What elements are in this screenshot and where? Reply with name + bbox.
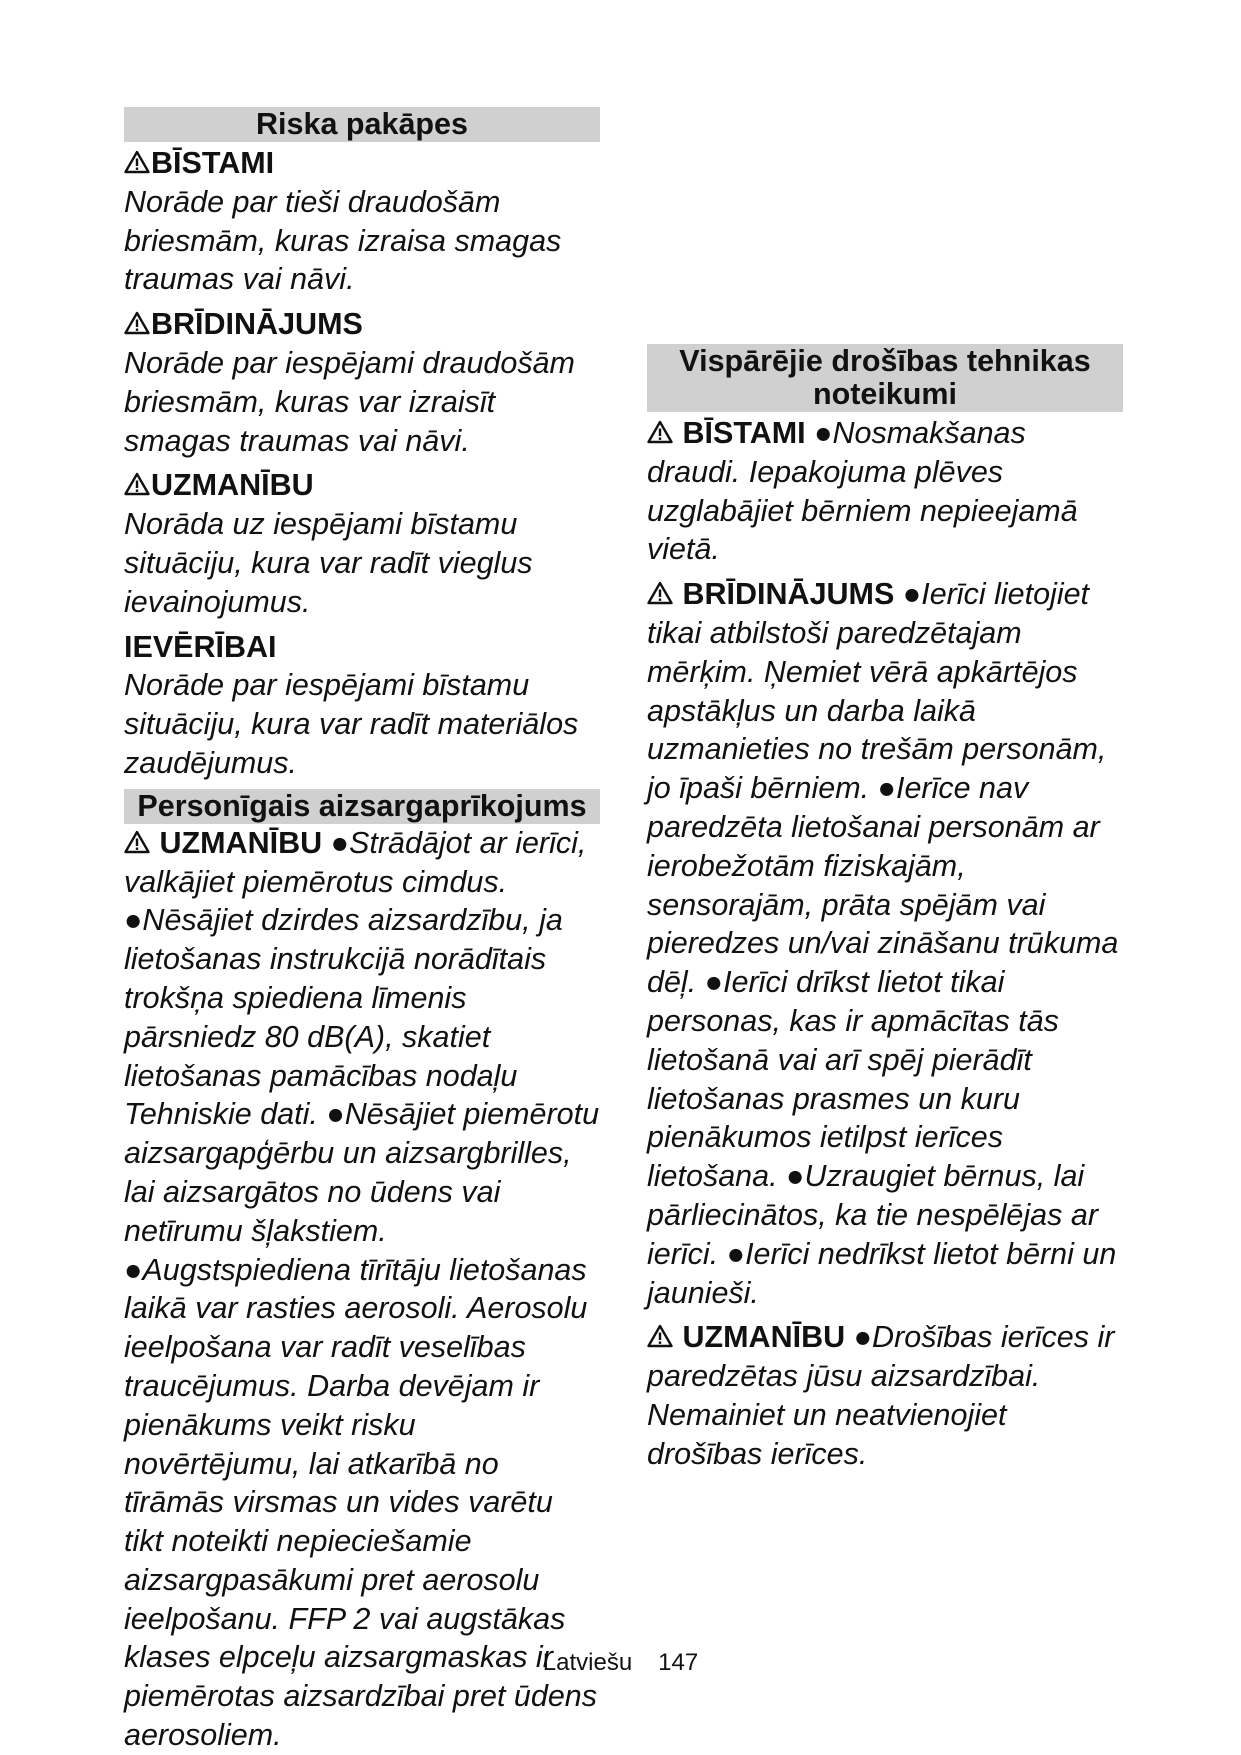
level-description: Norāde par iespējami draudošām briesmām, kuras var izraisīt smagas traumas vai nāvi. xyxy=(124,345,575,458)
rule-text: ●Nosmakšanas draudi. Iepakojuma plēves uzglabājiet bērniem nepieejamā vietā. xyxy=(647,416,1078,567)
rule-danger xyxy=(647,414,1123,569)
signal-word-danger xyxy=(647,416,806,450)
signal-word-label: BĪSTAMI xyxy=(151,146,275,180)
left-column xyxy=(124,107,600,1755)
level-description: Norāde par iespējami bīstamu situāciju, kura var radīt materiālos zaudējumus. xyxy=(124,668,579,780)
signal-word-caution xyxy=(124,466,600,505)
rule-text: ●Drošības ierīces ir paredzētas jūsu aizsardzībai. Nemainiet un neatvienojiet drošības ierīces. xyxy=(647,1320,1115,1471)
signal-word-caution xyxy=(124,826,322,860)
level-description: Norāda uz iespējami bīstamu situāciju, kura var radīt vieglus ievainojumus. xyxy=(124,507,533,619)
warning-triangle-icon xyxy=(124,830,150,854)
signal-word-label: UZMANĪBU xyxy=(682,1320,846,1355)
signal-word-label: UZMANĪBU xyxy=(151,468,314,503)
warning-triangle-icon xyxy=(124,150,150,174)
signal-word-warning xyxy=(647,577,894,611)
footer-language: Latviešu xyxy=(542,1649,633,1676)
signal-word-label: BĪSTAMI xyxy=(682,416,806,450)
warning-triangle-icon xyxy=(124,311,150,335)
signal-word-warning xyxy=(124,305,600,344)
right-column-content xyxy=(647,344,1123,1474)
ppe-paragraph xyxy=(124,824,600,1755)
warning-triangle-icon xyxy=(124,472,150,496)
section-heading-ppe: Personīgais aizsargaprīkojums xyxy=(124,789,600,824)
signal-word-label: BRĪDINĀJUMS xyxy=(682,577,895,612)
signal-word-danger xyxy=(124,144,600,183)
rule-caution xyxy=(647,1318,1123,1473)
warning-triangle-icon xyxy=(647,420,673,444)
signal-word-notice: IEVĒRĪBAI xyxy=(124,629,277,664)
level-description: Norāde par tieši draudošām briesmām, kuras izraisa smagas traumas vai nāvi. xyxy=(124,184,562,297)
ppe-text: ●Strādājot ar ierīci, valkājiet piemērotus cimdus. ●Nēsājiet dzirdes aizsardzību, ja lietošanas instrukcijā norādītais trokšņa spiediena līmenis pārsniedz 80 dB(A), skatiet lietošanas pamācības nodaļu Tehniskie dati. ●Nēsājiet piemērotu aizsargapģērbu un aizsargbrilles, lai aizsargātos no ūdens vai netīrumu šļakstiem. ●Augstspiediena tīrītāju lietošanas laikā var rasties aerosoli. Aerosolu ieelpošana var radīt veselības traucējumus. Darba devējam ir pienākums veikt risku novērtējumu, lai atkarībā no tīrāmās virsmas un vides varētu tikt noteikti nepieciešamie aizsargpasākumi pret aerosolu ieelpošanu. FFP 2 vai augstākas klases elpceļu aizsargmaskas ir piemērotas aizsardzībai pret ūdens aerosoliem. xyxy=(124,825,600,1753)
rule-warning xyxy=(647,575,1123,1312)
warning-triangle-icon xyxy=(647,1324,673,1348)
page-number: 147 xyxy=(658,1649,699,1676)
section-heading-general-safety: Vispārējie drošības tehnikas noteikumi xyxy=(647,344,1123,412)
warning-triangle-icon xyxy=(647,581,673,605)
page-footer xyxy=(0,1649,1241,1677)
signal-word-label: UZMANĪBU xyxy=(159,825,323,860)
signal-word-caution xyxy=(647,1320,845,1354)
signal-word-label: BRĪDINĀJUMS xyxy=(151,307,363,342)
rule-text: ●Ierīci lietojiet tikai atbilstoši paredzētajam mērķim. Ņemiet vērā apkārtējos apstākļus un darba laikā uzmanieties no trešām personām, jo īpaši bērniem. ●Ierīce nav paredzēta lietošanai personām ar ierobežotām fiziskajām, sensorajām, prāta spējām vai pieredzes un/vai zināšanu trūkuma dēļ. ●Ierīci drīkst lietot tikai personas, kas ir apmācītas tās lietošanā vai arī spēj pierādīt lietošanas prasmes un kuru pienākumos ietilpst ierīces lietošana. ●Uzraugiet bērnus, lai pārliecinātos, ka tie nespēlējas ar ierīci. ●Ierīci nedrīkst lietot bērni un jaunieši. xyxy=(647,577,1119,1310)
section-heading-risk-levels: Riska pakāpes xyxy=(124,107,600,142)
